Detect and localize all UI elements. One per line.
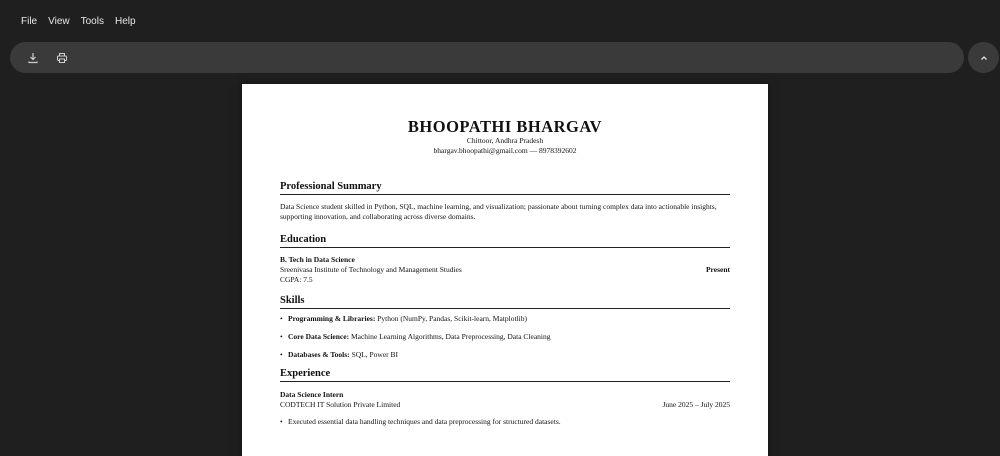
menu-bar: [0, 0, 1000, 42]
download-icon: [27, 52, 39, 64]
document-page: [242, 84, 768, 456]
resume-name: BHOOPATHI BHARGAV: [407, 117, 603, 136]
experience-entry: [280, 390, 730, 410]
skill-label: Databases & Tools:: [288, 350, 350, 359]
menu-help[interactable]: Help: [114, 15, 136, 27]
summary-text: Data Science student skilled in Python, SQL, machine learning, and visualization; passionate about turning complex data into actionable insights, supporting innovation, and collaborating across diverse domains.: [280, 202, 717, 221]
resume-contact: bhargav.bhoopathi@gmail.com — 8978392602: [433, 146, 577, 155]
education-entry: [280, 255, 730, 285]
experience-row: [280, 400, 730, 410]
print-icon: [56, 52, 68, 64]
skill-value: SQL, Power BI: [351, 350, 399, 359]
section-title-education: Education: [280, 234, 730, 248]
experience-dates: June 2025 – July 2025: [662, 400, 730, 409]
education-row: [280, 265, 730, 275]
chevron-up-icon: [979, 53, 989, 63]
education-degree: B. Tech in Data Science: [280, 255, 355, 264]
download-button[interactable]: [20, 45, 46, 71]
section-title-experience: Experience: [280, 368, 730, 382]
skill-item: • Core Data Science: Machine Learning Algorithms, Data Preprocessing, Data Cleaning: [280, 332, 551, 341]
experience-bullet-text: Executed essential data handling techniques and data preprocessing for structured datasets.: [288, 417, 561, 426]
toolbar: [10, 42, 964, 73]
menu-file[interactable]: File: [21, 15, 38, 27]
menu-view[interactable]: View: [48, 15, 70, 27]
experience-company: CODTECH IT Solution Private Limited: [280, 400, 401, 409]
education-institution: Sreenivasa Institute of Technology and Management Studies: [280, 265, 462, 274]
skill-value: Python (NumPy, Pandas, Scikit-learn, Matplotlib): [377, 314, 527, 323]
experience-bullets: [280, 417, 730, 427]
collapse-toolbar-button[interactable]: [968, 42, 999, 73]
skills-list: [280, 314, 730, 360]
resume-location: Chittoor, Andhra Pradesh: [466, 136, 544, 145]
experience-role: Data Science Intern: [280, 390, 344, 399]
skill-item: • Databases & Tools: SQL, Power BI: [280, 350, 399, 359]
education-cgpa: CGPA: 7.5: [280, 275, 313, 284]
print-button[interactable]: [49, 45, 75, 71]
skill-label: Core Data Science:: [288, 332, 350, 341]
section-title-summary: Professional Summary: [280, 181, 730, 195]
education-status: Present: [705, 265, 730, 274]
section-title-skills: Skills: [280, 295, 730, 309]
skill-item: • Programming & Libraries: Python (NumPy, Pandas, Scikit-learn, Matplotlib): [280, 314, 527, 323]
skill-value: Machine Learning Algorithms, Data Preprocessing, Data Cleaning: [350, 332, 551, 341]
skill-label: Programming & Libraries:: [288, 314, 376, 323]
menu-tools[interactable]: Tools: [80, 15, 104, 27]
experience-bullet: • Executed essential data handling techniques and data preprocessing for structured datasets.: [280, 417, 561, 426]
